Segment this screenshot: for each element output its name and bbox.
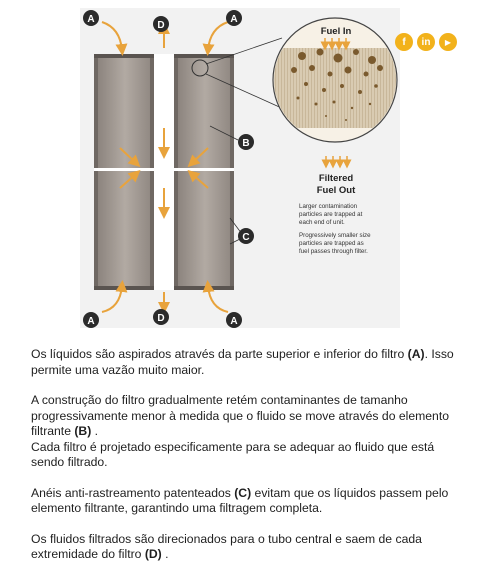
note2-line2: particles are trapped as <box>299 240 364 247</box>
linkedin-icon[interactable]: in <box>417 33 435 51</box>
note2-line1: Progressively smaller size <box>299 232 371 239</box>
facebook-icon[interactable]: f <box>395 33 413 51</box>
note1-line1: Larger contamination <box>299 203 358 210</box>
badge-a-top-right <box>226 10 242 26</box>
notes <box>299 203 371 255</box>
filtered-label-line2: Fuel Out <box>316 185 356 196</box>
svg-text:A: A <box>230 316 238 327</box>
description-text <box>31 347 456 578</box>
badge-b <box>238 134 254 150</box>
badge-a-bottom-left <box>83 312 99 328</box>
filter-left-half <box>94 54 154 290</box>
svg-text:A: A <box>230 14 238 25</box>
badge-a-bottom-right <box>226 312 242 328</box>
note2-line3: fuel passes through filter. <box>299 248 368 255</box>
play-icon[interactable]: ▶ <box>439 33 457 51</box>
central-tube <box>154 54 174 290</box>
paragraph-2b: Cada filtro é projetado especificamente para se adequar ao fluido que está sendo filtrado. <box>31 439 435 469</box>
paragraph-3: Anéis anti-rastreamento patenteados (C) evitam que os líquidos passem pelo elemento filtrante, garantindo uma filtragem completa. <box>31 485 449 515</box>
svg-text:C: C <box>242 232 250 243</box>
svg-text:B: B <box>242 138 250 149</box>
badge-d-top <box>153 16 169 32</box>
fuel-in-label: Fuel In <box>320 26 352 37</box>
svg-text:A: A <box>87 14 95 25</box>
badge-a-top-left <box>83 10 99 26</box>
filter-diagram <box>80 8 400 328</box>
center-separator <box>94 168 234 171</box>
note1-line2: particles are trapped at <box>299 211 363 218</box>
svg-text:D: D <box>157 313 165 324</box>
paragraph-2: A construção do filtro gradualmente retém contaminantes de tamanho progressivamente menor à medida que o fluido se move através do elemento filtrante (B) . <box>31 393 449 438</box>
paragraph-4: Os fluidos filtrados são direcionados para o tubo central e saem de cada extremidade do filtro (D) . <box>31 531 422 561</box>
filtered-label-line1: Filtered <box>318 173 354 184</box>
filter-right-half <box>174 54 234 290</box>
paragraph-1: Os líquidos são aspirados através da parte superior e inferior do filtro (A). Isso permite uma vazão muito maior. <box>31 347 454 377</box>
filter-diagram-svg <box>80 8 400 328</box>
svg-text:D: D <box>157 20 165 31</box>
svg-text:A: A <box>87 316 95 327</box>
badge-d-bottom <box>153 309 169 325</box>
note1-line3: each end of unit. <box>299 219 345 226</box>
badge-c <box>238 228 254 244</box>
